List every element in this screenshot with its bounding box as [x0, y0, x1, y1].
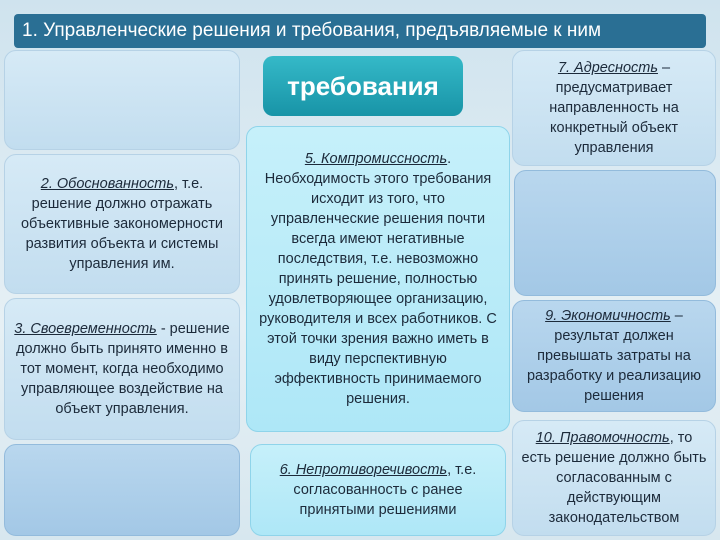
requirement-2-box	[4, 154, 240, 294]
requirement-3-term: 3. Своевременность	[14, 321, 157, 337]
requirement-9-box	[512, 300, 716, 412]
requirement-5-term: 5. Компромиссность	[304, 151, 448, 167]
requirement-2-text: , т.е. решение должно отражать объективные закономерности развития объекта и системы управления им.	[20, 176, 223, 272]
requirement-10-text: , то есть решение должно быть согласованным с действующим законодательством	[521, 430, 707, 526]
requirement-7-term: 7. Адресность	[557, 60, 658, 76]
requirement-6-text: , т.е. согласованность с ранее принятыми решениями	[293, 462, 477, 518]
requirement-5-text: . Необходимость этого требования исходит из того, что управленческие решения почти всегда имеют негативные последствия, т.е. невозможно принять решение, полностью удовлетворяющее организацию, руководителя и всех работников. С этой точки зрения важно иметь в виду перспективную эффективность принимаемого решения.	[259, 151, 497, 407]
requirement-9-text: – результат должен превышать затраты на разработку и реализацию решения	[526, 308, 702, 404]
requirement-3-box	[4, 298, 240, 440]
requirement-3-text: - решение должно быть принято именно в тот момент, когда необходимо управляющее воздействие на объект управления.	[16, 321, 230, 417]
empty-box-2	[4, 444, 240, 536]
slide-title: 1. Управленческие решения и требования, предъявляемые к ним	[14, 14, 706, 48]
requirement-6-term: 6. Непротиворечивость	[279, 462, 448, 478]
requirement-7-box	[512, 50, 716, 166]
requirement-5-box	[246, 126, 510, 432]
requirement-7-text: – предусматривает направленность на конкретный объект управления	[549, 60, 679, 156]
requirement-6-box	[250, 444, 506, 536]
requirement-10-term: 10. Правомочность	[535, 430, 670, 446]
requirement-10-box	[512, 420, 716, 536]
requirements-header: требования	[263, 56, 463, 116]
empty-box-3	[514, 170, 716, 296]
requirement-9-term: 9. Экономичность	[545, 308, 671, 324]
requirement-2-term: 2. Обоснованность	[40, 176, 174, 192]
empty-box-1	[4, 50, 240, 150]
